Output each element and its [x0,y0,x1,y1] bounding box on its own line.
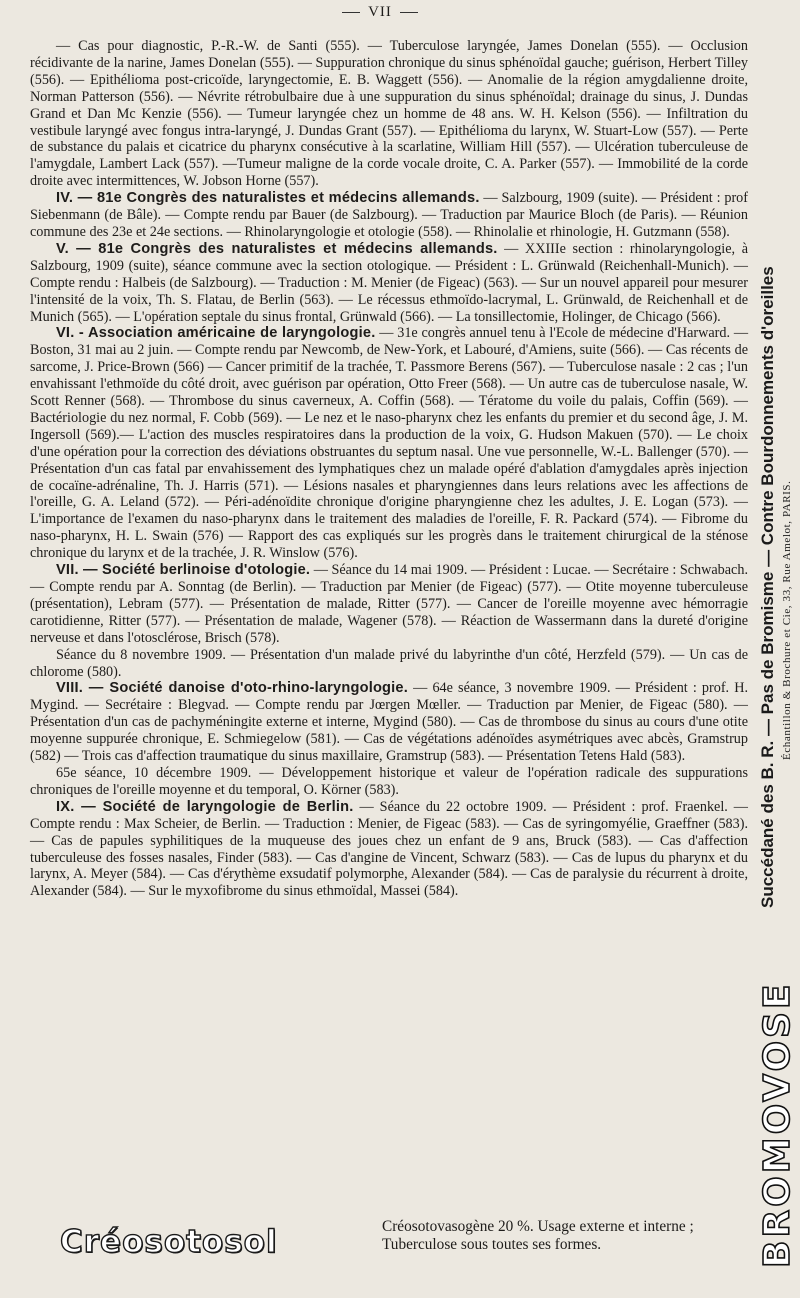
section-heading: IX. — Société de laryngologie de Berlin. [56,798,354,815]
section-heading: VI. - Association américaine de laryngologie. [56,325,376,342]
section-paragraph [30,647,748,681]
section-paragraph [30,325,748,562]
section-text: — XXIIIe section : rhinolaryngologie, à Salzbourg, 1909 (suite), séance commune avec la section otologique. — Président : L. Grünwald (Reichenhall-Munich). — Compte rendu : Halbeis (de Salzbourg). — Traduction : M. Menier (de Figeac) (563). — Sur un nouvel appareil pour mesurer l'intensité de la voix, Th. S. Flatau, de Berlin (563). — Le récessus ethmoïdo-lacrymal, L. Grünwald, de Reichenhall et de Munich (565). — L'opération septale du sinus frontal, Grünwald (566). — La tonsillectomie, Holinger, de Chicago (566). [30,240,749,325]
section-text: Séance du 8 novembre 1909. — Présentation d'un malade privé du labyrinthe d'un côté, Herzfeld (579). — Un cas de chlorome (580). [30,646,748,680]
section-heading: VIII. — Société danoise d'oto-rhino-laryngologie. [56,680,409,697]
section-heading: IV. — 81e Congrès des naturalistes et médecins allemands. [56,190,480,207]
section-paragraph [30,38,748,190]
section-text: — Salzbourg, 1909 (suite). — Président : prof Siebenmann (de Bâle). — Compte rendu par Bauer (de Salzbourg). — Traduction par Maurice Bloch (de Paris). — Réunion commune des 23e et 24e sections. — Rhinolaryngologie et otologie (558). — Rhinolalie et rhinologie, H. Gutzmann (558). [30,190,748,240]
bromovose-advertisement [756,38,800,1268]
section-text: 65e séance, 10 décembre 1909. — Développement historique et valeur de l'opération radicale des suppurations chroniques de l'oreille moyenne et du temporal, O. Körner (583). [30,764,748,798]
section-heading: V. — 81e Congrès des naturalistes et médecins allemands. [56,240,498,257]
bromovose-brand: BROMOVOSE [757,981,798,1268]
section-paragraph [30,799,748,900]
section-text: — Cas pour diagnostic, P.-R.-W. de Santi (555). — Tuberculose laryngée, James Donelan (555). — Occlusion récidivante de la narine, James Donelan (555). — Suppuration chronique du sinus sphénoïdal gauche; guérison, Herbert Tilley (556). — Epithélioma post-cricoïde, laryngectomie, E. B. Waggett (556). — Anomalie de la région amygdalienne droite, Norman Patterson (556). — Névrite rétrobulbaire due à une suppuration du sinus sphénoïdal; drainage du sinus, J. Dundas Grand et Dan Mc Kenzie (556). — Tumeur laryngée chez un homme de 48 ans. W. H. Kelson (556). — Infiltration du vestibule laryngé avec fongus intra-laryngé, J. Dundas Grant (557). — Epithélioma du larynx, W. Stuart-Low (557). — Perte de substance du palais et cicatrice du pharynx consécutive à la scarlatine, William Hill (557). — Ulcération tuberculeuse de l'amygdale, Lambert Lack (557). —Tumeur maligne de la corde vocale droite, C. A. Parker (557). — Immobilité de la corde droite avec intermittences, W. Jobson Horne (557). [30,38,748,190]
section-text: — 64e séance, 3 novembre 1909. — Président : prof. H. Mygind. — Secrétaire : Blegvad. — Compte rendu par Jœrgen Mœller. — Traduction par Menier, de Figeac (580). — Présentation d'un cas de pachyméningite externe et interne, Mygind (580). — Cas de thrombose du sinus au cours d'une otite moyenne suppurée chronique, E. Schmiegelow (581). — Cas de végétations adénoïdes asymétriques avec abcès, Gramstrup (582) — Trois cas d'affection traumatique du sinus maxillaire, Gramstrup (583). — Présentation Tetens Hald (583). [30,680,749,765]
section-heading: VII. — Société berlinoise d'otologie. [56,562,311,579]
section-paragraph [30,765,748,799]
creosotosol-description: Créosotovasogène 20 %. Usage externe et interne ; Tuberculose sous toutes ses formes. [382,1218,694,1253]
section-text: — Séance du 22 octobre 1909. — Président : prof. Fraenkel. — Compte rendu : Max Scheier, de Berlin. — Traduction : Menier, de Figeac (583). — Cas de syringomyélie, Graeffner (583). — Cas de papules syphilitiques de la muqueuse des joues chez un enfant de 9 ans, Bruck (583). — Cas d'affection tuberculeuse des fosses nasales, Finder (583). — Cas d'angine de Vincent, Schwarz (583). — Cas de lupus du pharynx et du larynx, A. Meyer (584). — Cas d'érythème exsudatif polymorphe, Alexander (584). — Cas de paralysie du récurrent à droite, Alexander (584). — Sur le myxofibrome du sinus ethmoïdal, Massei (584). [30,798,748,900]
bromovose-tagline: Succédané des B. R. — Pas de Bromisme — Contre Bourdonnements d'oreilles [758,266,777,908]
creosotosol-advertisement [60,1218,748,1266]
section-paragraph [30,241,748,326]
section-paragraph [30,190,748,241]
section-paragraph [30,562,748,647]
bromovose-address: Échantillon & Brochure et Cie, 33, Rue Amelot, PARIS. [781,480,793,760]
page-number: VII [0,4,760,21]
section-text: — Séance du 14 mai 1909. — Président : Lucae. — Secrétaire : Schwabach. — Compte rendu par A. Sonntag (de Berlin). — Traduction par Menier (de Figeac) (577). — Otite moyenne tuberculeuse (présentation), Lebram (577). — Présentation de malade, Ritter (577). — Cancer de l'oreille moyenne avec hémorragie carotidienne, Ritter (577). — Présentation de malade, Wagener (578). — Réaction de Wassermann dans la dureté d'origine nerveuse et dans l'otosclérose, Brisch (578). [30,562,748,646]
table-of-contents-body [30,38,748,900]
creosotosol-brand: Créosotosol [60,1224,278,1260]
section-text: — 31e congrès annuel tenu à l'Ecole de médecine d'Harward. — Boston, 31 mai au 2 juin. — Compte rendu par Newcomb, de New-York, et Labouré, d'Amiens, suite (566). — Cas récents de sarcome, J. Price-Brown (566) — Cancer primitif de la trachée, T. Passmore Berens (567). — Tuberculose nasale : 2 cas ; l'un envahissant l'ethmoïde du côté droit, avec guérison par opération, Otto Freer (568). — Un autre cas de tuberculose nasale, W. Scott Renner (568). — Thrombose du sinus caverneux, A. Coffin (568). — Tératome du voile du palais, Coffin (569). — Bactériologie du nez normal, F. Cobb (569). — Le nez et le naso-pharynx chez les enfants du premier et du second âge, J. M. Ingersoll (569).— L'action des muscles respiratoires dans la production de la voix, G. Hudson Makuen (570). — Le choix d'une opération pour la correction des déviations obstruantes du septum nasal. Une vue personnelle, W.-L. Ballenger (570). — Présentation d'un cas fatal par envahissement des lymphatiques chez un malade opéré d'ablation d'amygdales après injection de cocaïne-adrénaline, Th. J. Harris (571). — Lésions nasales et pharyngiennes dans leurs relations avec les affections de l'oreille, G. A. Leland (572). — Péri-adénoïdite chronique d'origine pharyngienne chez les adultes, J. E. Logan (573). — L'importance de l'examen du naso-pharynx dans le traitement des maladies de l'oreille, F. R. Packard (574). — Fibrome du naso-pharynx, H. L. Swain (576) — Rapport des cas expliqués sur les progrès dans le traitement chirurgical de la sténose chronique du larynx et de la trachée, J. R. Winslow (576). [30,325,749,562]
section-paragraph [30,680,748,765]
